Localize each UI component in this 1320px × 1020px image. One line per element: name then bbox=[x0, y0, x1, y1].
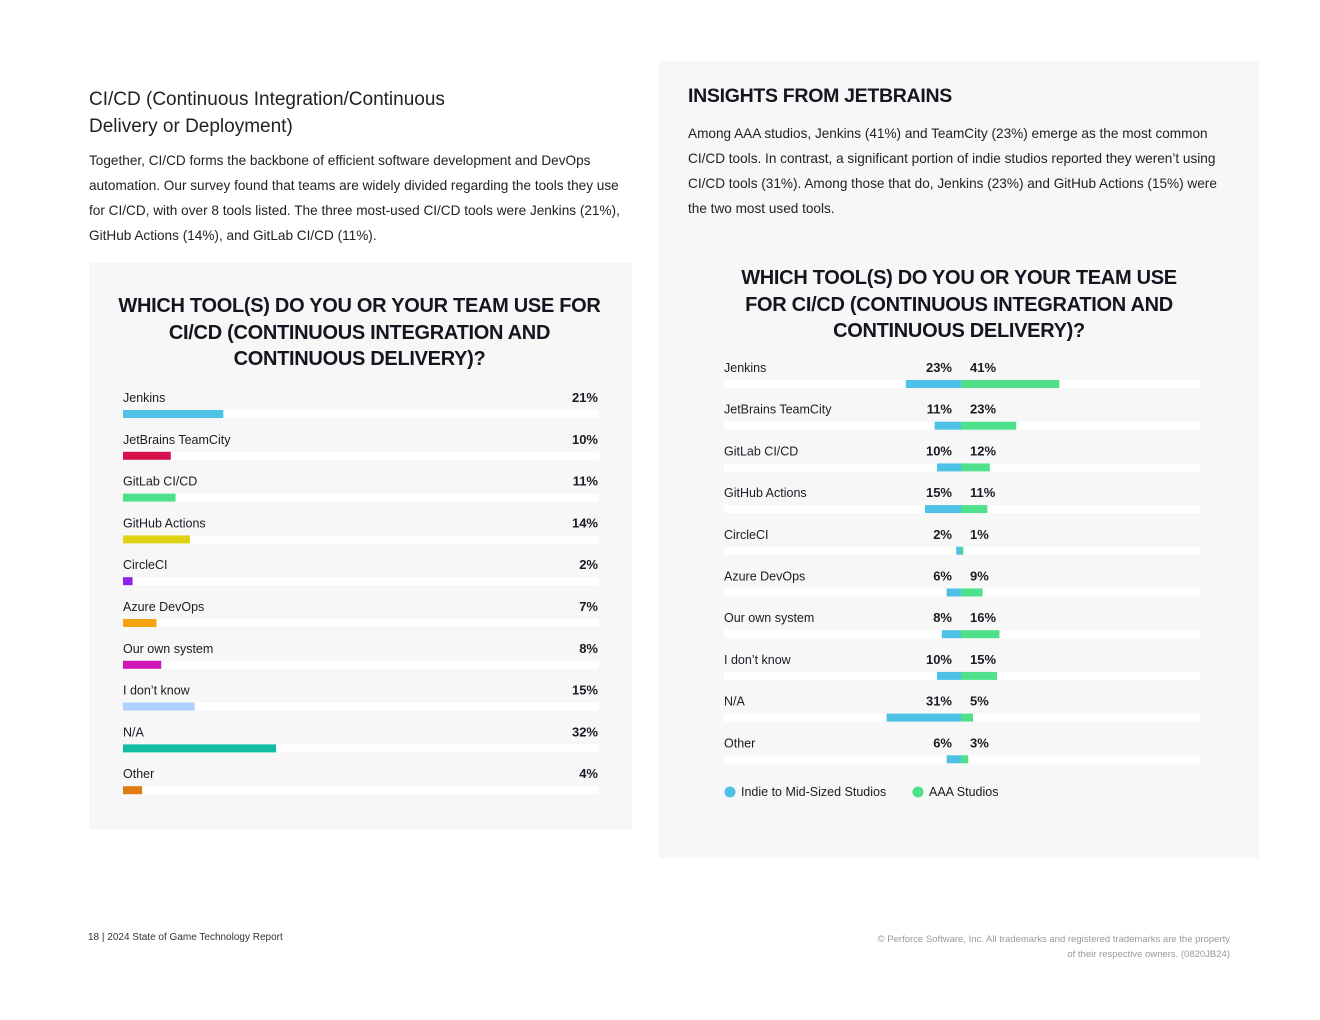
value-label: 10% bbox=[571, 431, 598, 447]
bar bbox=[123, 703, 195, 711]
comparison-chart-title: WHICH TOOL(S) DO YOU OR YOUR TEAM USE FOR CI/CD (CONTINUOUS INTEGRATION AND CONTINUOUS DELIVERY)? bbox=[741, 267, 1177, 342]
indie-bar bbox=[935, 422, 961, 430]
indie-value-label: 8% bbox=[933, 610, 952, 626]
aaa-value-label: 16% bbox=[970, 610, 997, 626]
category-label: Other bbox=[123, 767, 155, 782]
aaa-bar bbox=[961, 505, 987, 513]
bar bbox=[123, 786, 142, 794]
aaa-bar bbox=[961, 589, 983, 597]
indie-bar bbox=[956, 547, 961, 555]
overall-chart-title: WHICH TOOL(S) DO YOU OR YOUR TEAM USE FOR CI/CD (CONTINUOUS INTEGRATION AND CONTINUOUS DELIVERY)? bbox=[118, 295, 601, 370]
section-title: CI/CD (Continuous Integration/Continuous Delivery or Deployment) bbox=[89, 89, 445, 137]
aaa-value-label: 5% bbox=[970, 693, 989, 709]
aaa-bar bbox=[961, 714, 973, 722]
aaa-value-label: 12% bbox=[970, 443, 997, 459]
value-label: 15% bbox=[571, 682, 598, 698]
indie-value-label: 2% bbox=[933, 526, 952, 542]
overall-bar-chart bbox=[89, 263, 632, 829]
value-label: 8% bbox=[579, 640, 598, 656]
footer-copyright: © Perforce Software, Inc. All trademarks and registered trademarks are the property of their respective owners. (0820JB24) bbox=[877, 934, 1230, 960]
bar-track bbox=[123, 577, 599, 585]
aaa-value-label: 23% bbox=[970, 401, 997, 417]
value-label: 14% bbox=[571, 515, 598, 531]
insights-panel bbox=[659, 61, 1259, 858]
aaa-bar bbox=[961, 755, 968, 763]
legend-label-indie: Indie to Mid-Sized Studios bbox=[741, 785, 887, 799]
aaa-value-label: 41% bbox=[970, 360, 997, 375]
bar bbox=[123, 744, 276, 752]
aaa-bar bbox=[961, 672, 997, 680]
bar-track bbox=[123, 535, 599, 543]
aaa-value-label: 9% bbox=[970, 568, 989, 584]
bar bbox=[123, 577, 133, 585]
bar bbox=[123, 410, 223, 418]
category-label: Other bbox=[724, 736, 756, 751]
insights-heading: INSIGHTS FROM JETBRAINS bbox=[688, 85, 952, 107]
value-label: 7% bbox=[579, 599, 598, 614]
category-label: I don’t know bbox=[724, 652, 791, 667]
value-label: 4% bbox=[579, 766, 598, 782]
indie-value-label: 6% bbox=[933, 735, 952, 751]
category-label: CircleCI bbox=[724, 527, 769, 542]
category-label: GitLab CI/CD bbox=[123, 474, 198, 489]
indie-value-label: 10% bbox=[925, 443, 952, 459]
category-label: GitHub Actions bbox=[123, 516, 206, 531]
legend-swatch-aaa bbox=[913, 787, 924, 798]
category-label: GitHub Actions bbox=[724, 486, 807, 501]
bar-track bbox=[123, 661, 599, 669]
category-label: Our own system bbox=[123, 641, 214, 656]
value-label: 32% bbox=[571, 724, 598, 740]
aaa-value-label: 15% bbox=[970, 651, 997, 667]
section-intro: Together, CI/CD forms the backbone of efficient software development and DevOps automation. Our survey found that teams are widely divided regarding the tools they use for CI/CD, with over 8 tools listed. The three most-used CI/CD tools were Jenkins (21%), GitHub Actions (14%), and GitLab CI/CD (11%). bbox=[89, 153, 620, 243]
overall-chart-panel bbox=[89, 263, 632, 829]
category-label: Azure DevOps bbox=[724, 569, 806, 584]
bar-track bbox=[123, 619, 599, 627]
legend-label-aaa: AAA Studios bbox=[929, 785, 999, 799]
aaa-value-label: 11% bbox=[970, 485, 996, 501]
aaa-value-label: 3% bbox=[970, 735, 989, 751]
indie-bar bbox=[906, 380, 961, 388]
footer-page-info: 18 | 2024 State of Game Technology Report bbox=[88, 932, 283, 943]
indie-bar bbox=[937, 672, 961, 680]
bar bbox=[123, 535, 190, 543]
indie-value-label: 31% bbox=[925, 693, 952, 709]
category-label: Azure DevOps bbox=[123, 600, 205, 614]
category-label: CircleCI bbox=[123, 558, 168, 573]
value-label: 2% bbox=[579, 557, 598, 573]
value-label: 11% bbox=[572, 473, 598, 489]
aaa-bar bbox=[961, 422, 1016, 430]
aaa-value-label: 1% bbox=[970, 526, 989, 542]
indie-bar bbox=[947, 755, 961, 763]
legend-swatch-indie bbox=[725, 787, 736, 798]
category-label: JetBrains TeamCity bbox=[724, 402, 832, 417]
indie-bar bbox=[942, 630, 961, 638]
bar-track bbox=[123, 494, 599, 502]
indie-value-label: 6% bbox=[933, 568, 952, 584]
indie-bar bbox=[925, 505, 961, 513]
bar-track bbox=[123, 452, 599, 460]
aaa-bar bbox=[961, 547, 963, 555]
indie-value-label: 10% bbox=[925, 651, 952, 667]
aaa-bar bbox=[961, 463, 990, 471]
aaa-bar bbox=[961, 380, 1059, 388]
insights-body: Among AAA studios, Jenkins (41%) and TeamCity (23%) emerge as the most common CI/CD tools. In contrast, a significant portion of indie studios reported they weren’t using CI/CD tools (31%). Among those that do, Jenkins (23%) and GitHub Actions (15%) were the two most used tools. bbox=[688, 126, 1217, 216]
category-label: N/A bbox=[724, 694, 745, 709]
category-label: JetBrains TeamCity bbox=[123, 432, 231, 447]
bar-track bbox=[123, 786, 599, 794]
bar bbox=[123, 661, 161, 669]
indie-value-label: 23% bbox=[925, 360, 952, 375]
category-label: Jenkins bbox=[123, 391, 166, 405]
category-label: I don’t know bbox=[123, 683, 190, 698]
category-label: Jenkins bbox=[724, 361, 767, 375]
comparison-bar-chart bbox=[659, 61, 1259, 858]
value-label: 21% bbox=[571, 390, 598, 405]
indie-bar bbox=[887, 714, 961, 722]
indie-value-label: 15% bbox=[925, 485, 952, 501]
bar bbox=[123, 494, 176, 502]
aaa-bar bbox=[961, 630, 999, 638]
bar bbox=[123, 452, 171, 460]
indie-value-label: 11% bbox=[926, 401, 952, 417]
category-label: Our own system bbox=[724, 611, 815, 626]
bar bbox=[123, 619, 156, 627]
indie-bar bbox=[937, 463, 961, 471]
category-label: N/A bbox=[123, 725, 144, 740]
indie-bar bbox=[947, 589, 961, 597]
category-label: GitLab CI/CD bbox=[724, 444, 799, 459]
